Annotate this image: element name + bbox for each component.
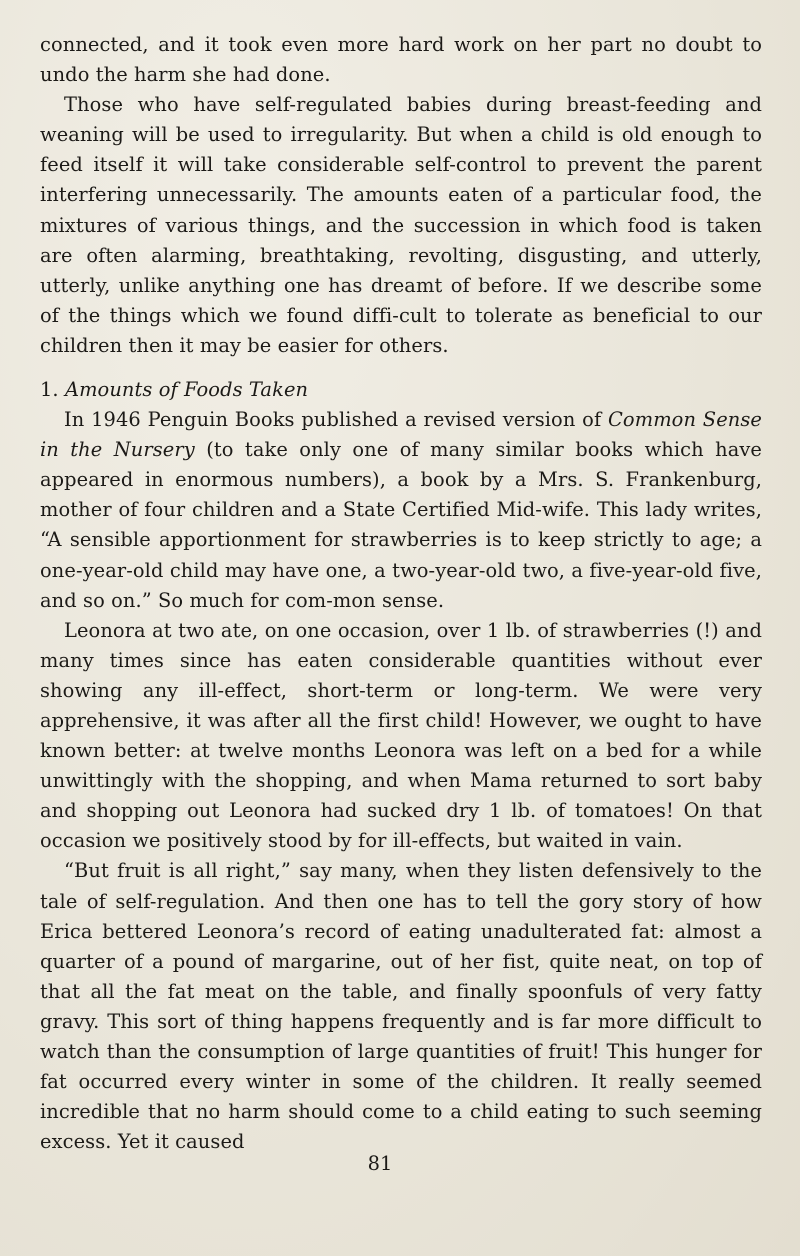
paragraph-fruit-fat: “But fruit is all right,” say many, when they listen defensively to the tale of self-regulation. And then one has to tell the gory story of how Erica bettered Leonora’s record of eating unadulterated fat: almost a quarter of a pound of margarine, out of her fist, quite neat, on top of that all the fat meat on the table, and finally spoonfuls of very fatty gravy. This sort of thing happens frequently and is far more difficult to watch than the consumption of large quantities of fruit! This hunger for fat occurred every winter in some of the children. It really seemed incredible that no harm should come to a child eating to such seeming excess. Yet it caused (40, 859, 762, 1154)
paragraph-leonora: Leonora at two ate, on one occasion, over 1 lb. of strawberries (!) and many times since has eaten considerable quantities without ever showing any ill-effect, short-term or long-term. We were very apprehensive, it was after all the first child! However, we ought to have known better: at twelve months Leonora was left on a bed for a while unwittingly with the shopping, and when Mama returned to sort baby and shopping out Leonora had sucked dry 1 lb. of tomatoes! On that occasion we positively stood by for ill-effects, but waited in vain. (40, 618, 762, 853)
book-page (40, 30, 762, 1157)
paragraph-continued: connected, and it took even more hard work on her part no doubt to undo the harm she had done. (40, 33, 762, 87)
section-number: 1. (40, 378, 59, 402)
section-heading (40, 375, 762, 405)
book-title: Common Sense in the Nursery (40, 408, 762, 462)
paragraph-penguin-books (40, 405, 762, 616)
penguin-text-part2: (to take only one of many similar books which have appeared in enormous numbers), a book by a Mrs. S. Frankenburg, mother of four children and a State Certified Mid-wife. This lady writes, “A sensible apportionment for strawberries is to keep strictly to age; a one-year-old child may have one, a two-year-old two, a five-year-old five, and so on.” So much for com-mon sense. (40, 438, 762, 612)
page-number: 81 (367, 1152, 393, 1175)
paragraph-self-regulation: Those who have self-regulated babies during breast-feeding and weaning will be used to irregularity. But when a child is old enough to feed itself it will take considerable self-control to prevent the parent interfering unnecessarily. The amounts eaten of a particular food, the mixtures of various things, and the succession in which food is taken are often alarming, breathtaking, revolting, disgusting, and utterly, utterly, unlike anything one has dreamt of before. If we describe some of the things which we found diffi-cult to tolerate as beneficial to our children then it may be easier for others. (40, 93, 762, 357)
penguin-text-part1: In 1946 Penguin Books published a revised version of (64, 408, 608, 432)
section-title: Amounts of Foods Taken (64, 378, 309, 402)
